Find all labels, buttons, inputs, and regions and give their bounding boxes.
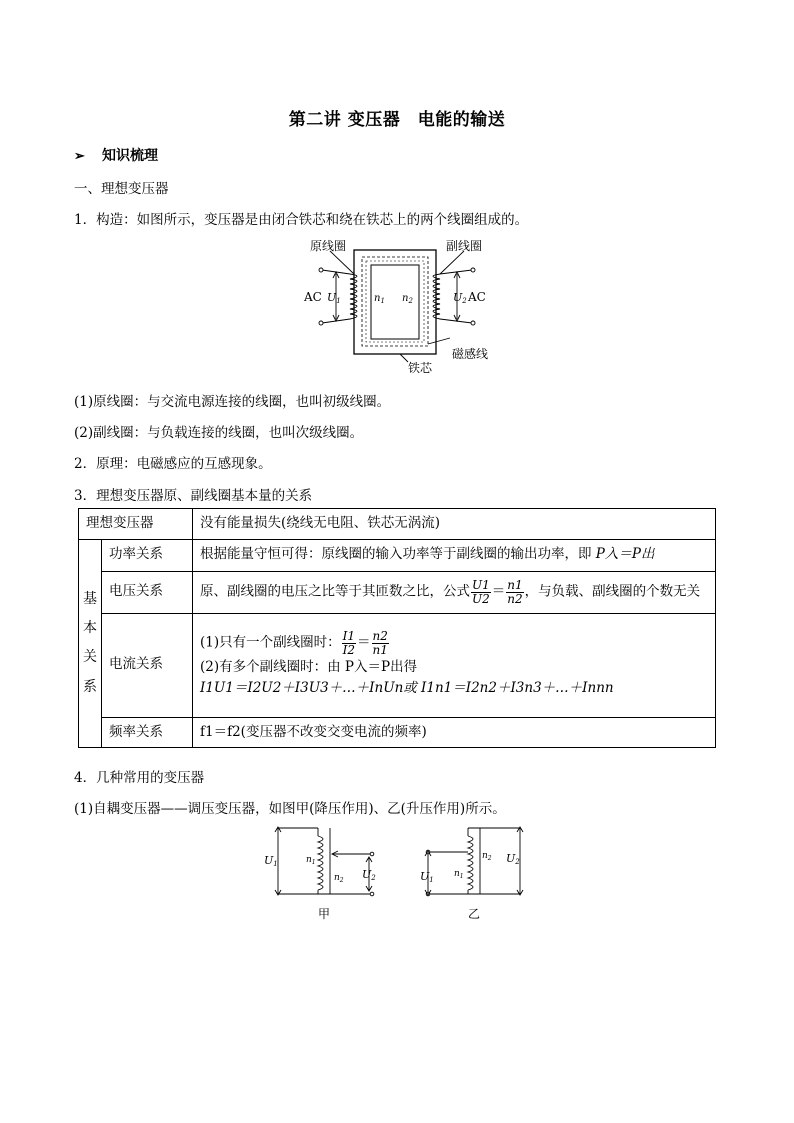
section-heading-text: 知识梳理 bbox=[102, 148, 158, 164]
item-1-2-text: (2)副线圈：与负载连接的线圈，也叫次级线圈。 bbox=[74, 425, 364, 441]
current-multi: (2)有多个副线圈时：由 P入＝P出得 bbox=[200, 658, 418, 675]
caption-jia: 甲 bbox=[318, 907, 331, 921]
core-label: 铁芯 bbox=[408, 361, 433, 375]
ac-right-label: AC bbox=[468, 290, 486, 304]
n1-label: $n_1$ bbox=[374, 293, 385, 305]
autotransformer-figure bbox=[262, 822, 532, 922]
caption-yi: 乙 bbox=[468, 907, 481, 921]
section-1-title: 一、理想变压器 bbox=[74, 181, 169, 197]
flux-label: 磁感线 bbox=[452, 347, 489, 361]
item-2-text: 2．原理：电磁感应的互感现象。 bbox=[74, 456, 272, 472]
relations-table bbox=[78, 508, 716, 748]
table-row bbox=[79, 571, 716, 613]
ac-left-label: AC bbox=[304, 290, 322, 304]
fig2-u1-left: U1 bbox=[264, 854, 278, 868]
table-cell-freq: f1＝f2(变压器不改变交变电流的频率) bbox=[193, 717, 716, 748]
fig2-n1-left: $n_1$ bbox=[306, 855, 316, 866]
table-row bbox=[79, 539, 716, 571]
fig2-n1-right: $n_1$ bbox=[454, 869, 464, 880]
u2-label: U2 bbox=[453, 291, 467, 305]
table-cell-power-label: 功率关系 bbox=[102, 539, 193, 571]
table-cell-voltage-label: 电压关系 bbox=[102, 571, 193, 613]
table-cell-voltage: 原、副线圈的电压之比等于其匝数之比，公式 $\frac{U1}{U2}$ ＝ $\frac{n1}{n2}$ ，与负载、副线圈的个数无关 bbox=[193, 571, 716, 613]
page-title: 第二讲 变压器 电能的输送 bbox=[288, 110, 506, 130]
arrow-icon: ➢ bbox=[74, 149, 85, 164]
u1-label: U1 bbox=[327, 291, 341, 305]
item-1-text: 1．构造：如图所示，变压器是由闭合铁芯和绕在铁芯上的两个线圈组成的。 bbox=[74, 212, 529, 228]
power-formula: P入＝P出 bbox=[595, 546, 655, 563]
fig2-u1-right: U1 bbox=[420, 870, 434, 884]
fig2-n2-left: $n_2$ bbox=[334, 873, 344, 884]
table-cell-ideal: 理想变压器 bbox=[79, 509, 193, 540]
item-3-text: 3．理想变压器原、副线圈基本量的关系 bbox=[74, 488, 313, 504]
table-cell-current-label: 电流关系 bbox=[102, 613, 193, 717]
fig2-n2-right: $n_2$ bbox=[482, 851, 492, 862]
item-4-text: 4．几种常用的变压器 bbox=[74, 770, 205, 786]
section-heading bbox=[74, 145, 158, 165]
table-cell-freq-label: 频率关系 bbox=[102, 717, 193, 748]
item-4-1-text: (1)自耦变压器——调压变压器，如图甲(降压作用)、乙(升压作用)所示。 bbox=[74, 801, 506, 817]
current-fraction-n: $\frac{n2}{n1}$ bbox=[372, 629, 388, 657]
item-1-1-text: (1)原线圈：与交流电源连接的线圈，也叫初级线圈。 bbox=[74, 394, 391, 410]
primary-coil-label: 原线圈 bbox=[310, 239, 347, 253]
secondary-coil-label: 副线圈 bbox=[446, 239, 483, 253]
current-formula: I1U1＝I2U2＋I3U3＋…＋InUn或 I1n1＝I2n2＋I3n3＋…＋Innn bbox=[200, 680, 614, 697]
fig2-u2-right: U2 bbox=[506, 852, 520, 866]
current-fraction-i: $\frac{I1}{I2}$ bbox=[342, 629, 355, 657]
fig2-u2-left: U2 bbox=[362, 868, 376, 882]
transformer-figure bbox=[300, 234, 500, 376]
table-vertical-label: 基 本 关 系 bbox=[79, 539, 102, 748]
voltage-fraction-u: $\frac{U1}{U2}$ bbox=[472, 578, 490, 606]
n2-label: $n_2$ bbox=[402, 293, 413, 305]
voltage-fraction-n: $\frac{n1}{n2}$ bbox=[507, 578, 523, 606]
table-row bbox=[79, 613, 716, 717]
table-cell-power: 根据能量守恒可得：原线圈的输入功率等于副线圈的输出功率，即 P入＝P出 bbox=[193, 539, 716, 571]
table-row bbox=[79, 717, 716, 748]
table-row bbox=[79, 509, 716, 540]
table-cell-ideal-desc: 没有能量损失(绕线无电阻、铁芯无涡流) bbox=[193, 509, 716, 540]
table-cell-current: (1)只有一个副线圈时： $\frac{I1}{I2}$ ＝ $\frac{n2}{n1}$ (2)有多个副线圈时：由 P入＝P出得 I1U1＝I2U2＋I3U3＋…＋InUn或 I1n1＝I2n2＋I3n3＋…＋Innn bbox=[193, 613, 716, 717]
